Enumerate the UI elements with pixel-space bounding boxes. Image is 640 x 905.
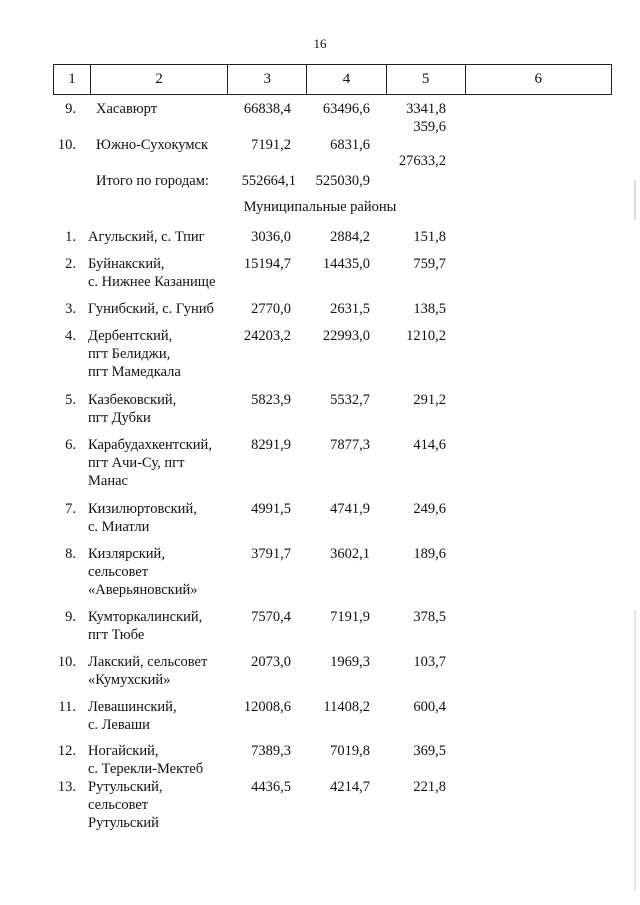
row-name: Дербентский, пгт Белиджи, пгт Мамедкала	[88, 328, 181, 380]
row-col-3: 7570,4	[251, 609, 291, 625]
row-col-5: 369,5	[413, 743, 446, 759]
row-col-4: 14435,0	[322, 256, 370, 272]
row-name: Буйнакский, с. Нижнее Казанище	[88, 256, 216, 290]
row-name: Кумторкалинский, пгт Тюбе	[88, 609, 203, 643]
row-name: Левашинский, с. Леваши	[88, 699, 177, 733]
row-col-4: 4741,9	[330, 501, 370, 517]
row-number: 10.	[57, 137, 76, 153]
header-col-4: 4	[307, 65, 387, 94]
header-col-1: 1	[54, 65, 91, 94]
row-name: Хасавюрт	[96, 101, 158, 117]
row-col-5: 189,6	[413, 546, 446, 562]
row-name: Кизлярский, сельсовет «Аверьяновский»	[88, 546, 198, 598]
row-col-5: 103,7	[413, 654, 446, 670]
row-col-4: 4214,7	[330, 779, 370, 795]
row-number: 5.	[65, 392, 76, 408]
row-name: Кизилюртовский, с. Миатли	[88, 501, 197, 535]
row-col-4: 63496,6	[322, 101, 370, 117]
row-number: 4.	[65, 328, 76, 344]
header-col-2: 2	[91, 65, 229, 94]
header-col-6: 6	[534, 71, 543, 87]
page-number: 16	[313, 36, 327, 51]
row-col-4: 2884,2	[330, 229, 370, 245]
row-col-4: 3602,1	[330, 546, 370, 562]
row-col-4: 1969,3	[330, 654, 370, 670]
row-number: 9.	[65, 609, 76, 625]
row-col-5: 138,5	[413, 301, 446, 317]
row-col-4: 11408,2	[323, 699, 370, 715]
row-col-5: 151,8	[413, 229, 446, 245]
row-col-3: 7389,3	[251, 743, 291, 759]
row-col-3: 2770,0	[251, 301, 291, 317]
row-col-5: 359,6	[413, 119, 446, 135]
row-col-4: 6831,6	[330, 137, 370, 153]
city-total-col-4: 525030,9	[315, 173, 370, 189]
row-col-5: 249,6	[413, 501, 446, 517]
row-col-5: 378,5	[413, 609, 446, 625]
row-number: 3.	[65, 301, 76, 317]
row-col-5: 291,2	[413, 392, 446, 408]
row-col-3: 12008,6	[243, 699, 291, 715]
row-name: Карабудахкентский, пгт Ачи-Су, пгт Манас	[88, 437, 212, 489]
row-col-4: 7019,8	[330, 743, 370, 759]
row-col-4: 22993,0	[322, 328, 370, 344]
row-col-5: 414,6	[413, 437, 446, 453]
row-col-3: 7191,2	[251, 137, 291, 153]
row-col-3: 66838,4	[243, 101, 291, 117]
row-col-3: 5823,9	[251, 392, 291, 408]
row-col-5: 600,4	[413, 699, 446, 715]
header-col-5: 5	[387, 65, 466, 94]
header-col-3: 3	[228, 65, 307, 94]
row-col-3: 3791,7	[251, 546, 291, 562]
row-number: 9.	[65, 101, 76, 117]
row-col-5: 759,7	[413, 256, 446, 272]
row-name: Рутульский, сельсовет Рутульский	[88, 779, 163, 831]
row-name: Южно-Сухокумск	[96, 137, 208, 153]
row-number: 2.	[65, 256, 76, 272]
row-col-3: 2073,0	[251, 654, 291, 670]
row-col-5: 3341,8	[406, 101, 446, 117]
row-number: 8.	[65, 546, 76, 562]
row-col-4: 2631,5	[330, 301, 370, 317]
row-col-4: 5532,7	[330, 392, 370, 408]
row-name: Ногайский, с. Терекли-Мектеб	[88, 743, 204, 777]
row-col-3: 4436,5	[251, 779, 291, 795]
row-name: Лакский, сельсовет «Кумухский»	[88, 654, 208, 688]
row-number: 7.	[65, 501, 76, 517]
scan-artifact	[634, 180, 636, 220]
row-col-3: 4991,5	[251, 501, 291, 517]
row-col-3: 24203,2	[243, 328, 291, 344]
row-name: Агульский, с. Тпиг	[88, 229, 205, 245]
row-number: 10.	[57, 654, 76, 670]
row-number: 6.	[65, 437, 76, 453]
city-total-col-5: 27633,2	[398, 153, 446, 169]
row-col-4: 7191,9	[330, 609, 370, 625]
section-title: Муниципальные районы	[243, 199, 397, 215]
row-name: Гунибский, с. Гуниб	[88, 301, 214, 317]
row-number: 13.	[57, 779, 76, 795]
row-number: 11.	[58, 699, 76, 715]
table-header	[53, 64, 612, 95]
row-col-5: 1210,2	[406, 328, 446, 344]
scan-artifact	[634, 610, 636, 890]
row-col-5: 221,8	[413, 779, 446, 795]
city-total-col-3: 552664,1	[241, 173, 296, 189]
row-col-4: 7877,3	[330, 437, 370, 453]
city-total-label: Итого по городам:	[96, 173, 209, 189]
row-col-3: 8291,9	[251, 437, 291, 453]
row-number: 12.	[57, 743, 76, 759]
row-name: Казбековский, пгт Дубки	[88, 392, 177, 426]
row-number: 1.	[65, 229, 76, 245]
row-col-3: 15194,7	[243, 256, 291, 272]
row-col-3: 3036,0	[251, 229, 291, 245]
